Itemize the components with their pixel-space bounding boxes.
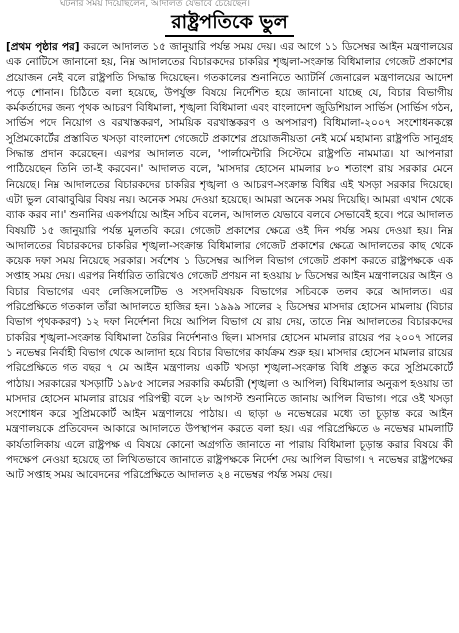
cropped-previous-line-text: ঘটনার সময় দিয়েছিলেন, আদালত যেভাবে চেয়েছেন।	[60, 0, 250, 9]
headline-container	[0, 10, 459, 38]
cropped-previous-line	[0, 0, 459, 10]
article-headline: রাষ্ট্রপতিকে ভুল	[165, 10, 294, 37]
continued-from-front-page-label: [প্রথম পৃষ্ঠার পর]	[6, 41, 80, 53]
article-body	[6, 40, 453, 630]
article-text: করলে আদালত ১৫ জানুয়ারি পর্যন্ত সময় দেয়। এর আগে ১১ ডিসেম্বর আইন মন্ত্রণালয়ের এক নোটিসে জানানো হয়, নিম্ন আদালতের বিচারকদের চাকরির শৃঙ্খলা-সংক্রান্ত বিধিমালার গেজেট প্রকাশের প্রয়োজন নেই বলে রাষ্ট্রপতি সিদ্ধান্ত দিয়েছেন। গতকালের শুনানিতে অ্যাটর্নি জেনারেল মন্ত্রণালয়ের আদেশ পড়ে শোনান। চিঠিতে বলা হয়েছে, উপর্যুক্ত বিষয়ে নির্দেশিত হয়ে জানানো যাচ্ছে যে, বিচার বিভাগীয় কর্মকর্তাদের জন্য পৃথক আচরণ বিধিমালা, শৃঙ্খলা বিধিমালা এবং বাংলাদেশ জুডিশিয়াল সার্ভিস (সার্ভিস গঠন, সার্ভিস পদে নিয়োগ ও বরখাস্তকরণ, সাময়িক বরখাস্তকরণ ও অপসারণ) বিধিমালা-২০০৭ সংশোধনকল্পে সুপ্রিমকোর্টের প্রস্তাবিত খসড়া বাংলাদেশ গেজেটে প্রকাশের প্রয়োজনীয়তা নেই মর্মে মহামান্য রাষ্ট্রপতি সানুগ্রহ সিদ্ধান্ত প্রদান করেছেন। এরপর আদালত বলে, 'পার্লামেন্টারি সিস্টেমে রাষ্ট্রপতি নামমাত্র। যা আপনারা পাঠিয়েছেন তিনি তা-ই করবেন।' আদালত বলে, 'মাসদার হোসেন মামলার ৮০ শতাংশ রায় সরকার মেনে নিয়েছে। নিম্ন আদালতের বিচারকদের চাকরির শৃঙ্খলা ও আচরণ-সংক্রান্ত বিধির এই খসড়া সরকার দিয়েছে। এটা ভুল বোঝাবুঝির বিষয় নয়। অনেক সময় দেওয়া হয়েছে। আমরা অনেক সময় দিয়েছি। আমরা এখান থেকে ব্যাক করব না।' শুনানির একপর্যায়ে আইন সচিব বলেন, আদালত যেভাবে বলবে সেভাবেই হবে। পরে আদালত বিষয়টি ১৫ জানুয়ারি পর্যন্ত মুলতবি করে। গেজেট প্রকাশের ক্ষেত্রে ওই দিন পর্যন্ত সময় দেওয়া হয়। নিম্ন আদালতের বিচারকদের চাকরির শৃঙ্খলা-সংক্রান্ত বিধিমালার গেজেট প্রকাশের ক্ষেত্রে আদালতের কাছ থেকে কয়েক দফা সময় নিয়েছে সরকার। সর্বশেষ ১ ডিসেম্বর আপিল বিভাগ গেজেট প্রকাশ করতে রাষ্ট্রপক্ষকে এক সপ্তাহ সময় দেয়। এরপর নির্ধারিত তারিখেও গেজেট প্রণয়ন না হওয়ায় ৮ ডিসেম্বর আইন মন্ত্রণালয়ের আইন ও বিচার বিভাগের এবং লেজিসলেটিভ ও সংসদবিষয়ক বিভাগের সচিবকে তলব করে আদালত। এর পরিপ্রেক্ষিতে গতকাল তাঁরা আদালতে হাজির হন। ১৯৯৯ সালের ২ ডিসেম্বর মাসদার হোসেন মামলায় (বিচার বিভাগ পৃথককরণ) ১২ দফা নির্দেশনা দিয়ে আপিল বিভাগ যে রায় দেয়, তাতে নিম্ন আদালতের বিচারকদের চাকরির শৃঙ্খলা-সংক্রান্ত বিধিমালা তৈরির নির্দেশনাও ছিল। মাসদার হোসেন মামলার রায়ের পর ২০০৭ সালের ১ নভেম্বর নির্বাহী বিভাগ থেকে আলাদা হয়ে বিচার বিভাগের কার্যক্রম শুরু হয়। মাসদার হোসেন মামলার রায়ের পরিপ্রেক্ষিতে গত বছর ৭ মে আইন মন্ত্রণালয় একটি খসড়া শৃঙ্খলা-সংক্রান্ত বিধি প্রস্তুত করে সুপ্রিমকোর্টে পাঠায়। সরকারের খসড়াটি ১৯৮৫ সালের সরকারি কর্মচারী (শৃঙ্খলা ও আপিল) বিধিমালার অনুরূপ হওয়ায় তা মাসদার হোসেন মামলার রায়ের পরিপন্থী বলে ২৮ আগস্ট শুনানিতে জানায় আপিল বিভাগ। পরে ওই খসড়া সংশোধন করে সুপ্রিমকোর্ট আইন মন্ত্রণালয়ে পাঠায়। এ ছাড়া ৬ নভেম্বরের মধ্যে তা চূড়ান্ত করে আইন মন্ত্রণালয়কে প্রতিবেদন আকারে আদালতে উপস্থাপন করতে বলা হয়। এর পরিপ্রেক্ষিতে ৬ নভেম্বর মামলাটি কার্যতালিকায় এলে রাষ্ট্রপক্ষ এ বিষয়ে কোনো অগ্রগতি জানাতে না পারায় বিধিমালা চূড়ান্ত করার বিষয়ে কী পদক্ষেপ নেওয়া হয়েছে তা লিখিতভাবে জানাতে রাষ্ট্রপক্ষকে নির্দেশ দেয় আপিল বিভাগ। ৭ নভেম্বর রাষ্ট্রপক্ষের আট সপ্তাহ সময় আবেদনের পরিপ্রেক্ষিতে আদালত ২৪ নভেম্বর পর্যন্ত সময় দেয়।	[6, 41, 453, 482]
